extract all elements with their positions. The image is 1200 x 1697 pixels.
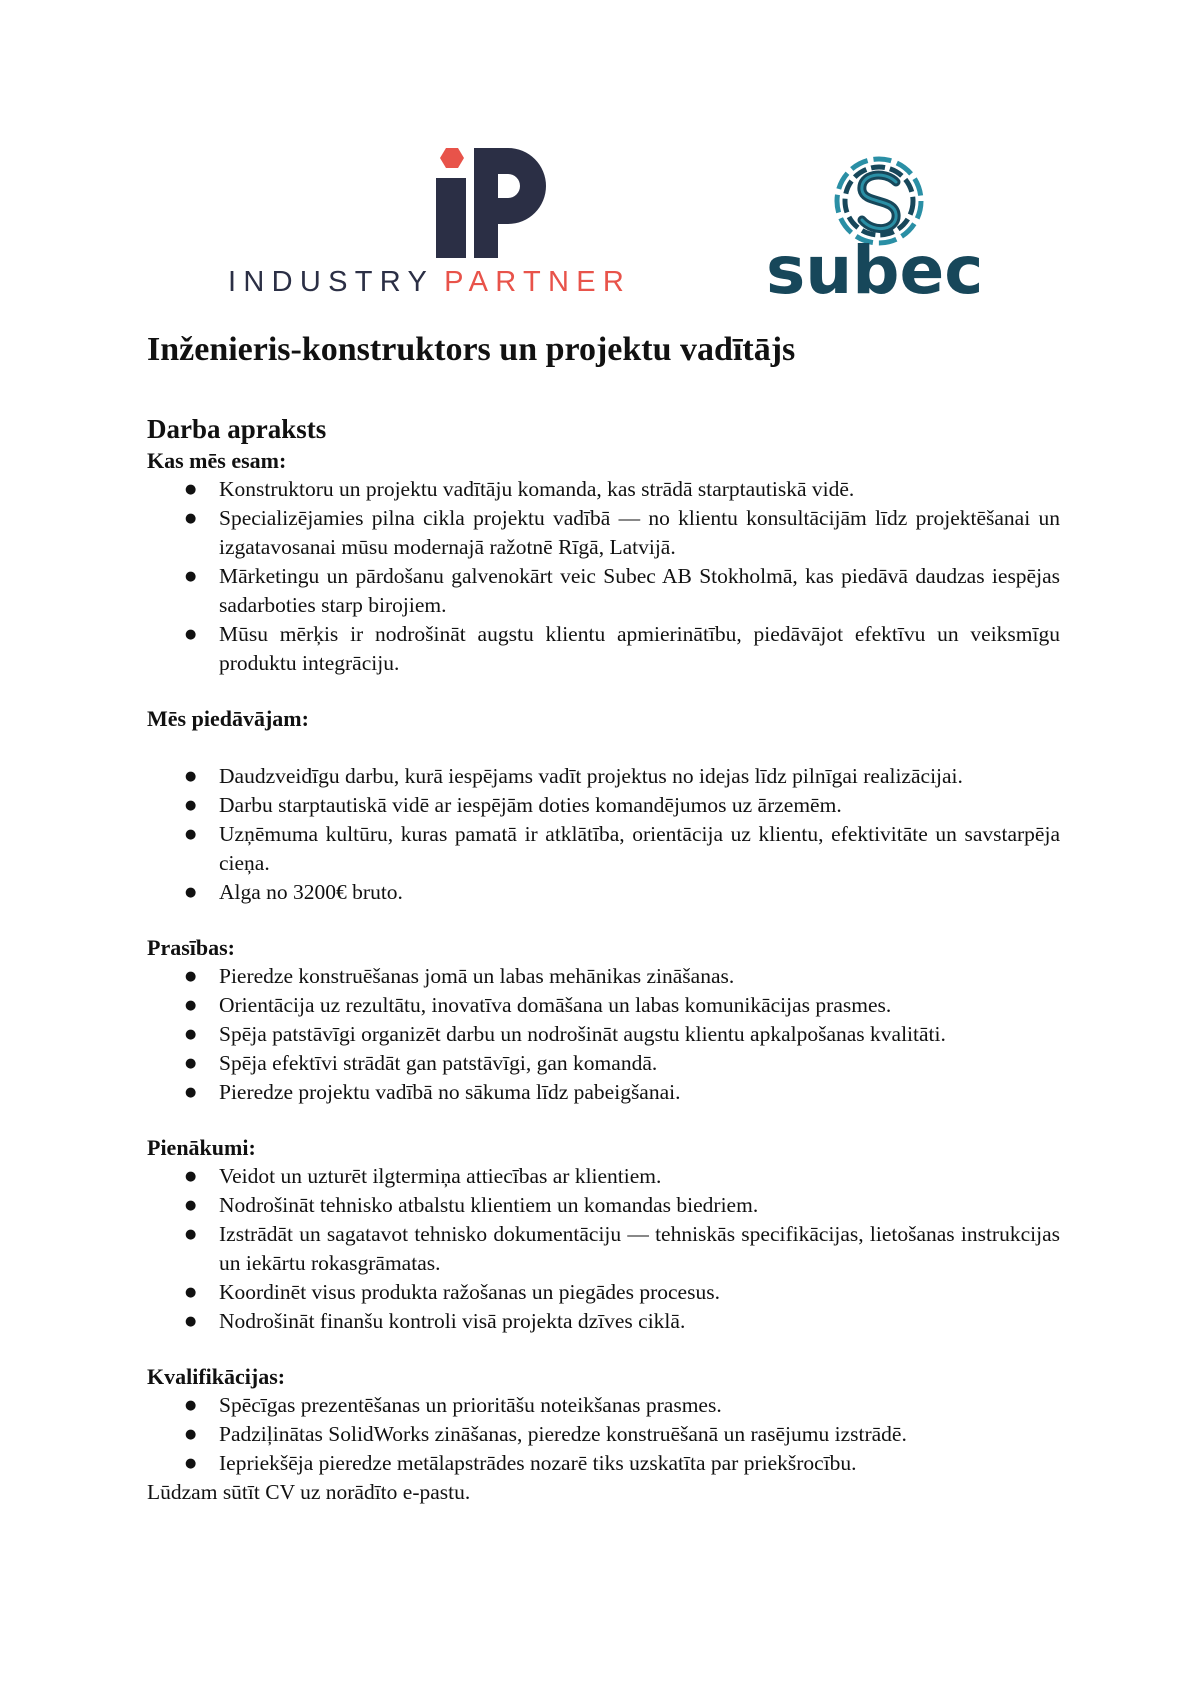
section-we-offer	[147, 704, 1060, 907]
section-who-we-are	[147, 446, 1060, 678]
closing-text: Lūdzam sūtīt CV uz norādīto e-pastu.	[147, 1480, 471, 1504]
list-item: ● Alga no 3200€ bruto.	[147, 878, 1060, 907]
section-responsibilities	[147, 1133, 1060, 1336]
list-item: ● Spēja efektīvi strādāt gan patstāvīgi, gan komandā.	[147, 1049, 1060, 1078]
industry-partner-wordmark	[228, 266, 708, 299]
job-posting	[147, 330, 1060, 1507]
bullet-list	[147, 1391, 1060, 1478]
list-item: ● Koordinēt visus produkta ražošanas un piegādes procesus.	[147, 1278, 1060, 1307]
industry-partner-word-partner: PARTNER	[444, 266, 632, 298]
list-item: ● Mūsu mērķis ir nodrošināt augstu klientu apmierinātību, piedāvājot efektīvu un veiksmīgu produktu integrāciju.	[147, 620, 1060, 678]
list-item: ● Nodrošināt finanšu kontroli visā projekta dzīves ciklā.	[147, 1307, 1060, 1336]
list-item: ● Spēja patstāvīgi organizēt darbu un nodrošināt augstu klientu apkalpošanas kvalitāti.	[147, 1020, 1060, 1049]
section-title: Kvalifikācijas:	[147, 1364, 286, 1389]
section-title: Kas mēs esam:	[147, 448, 287, 473]
section-title: Mēs piedāvājam:	[147, 706, 309, 731]
subec-wordmark: subec	[766, 232, 984, 309]
section-requirements	[147, 933, 1060, 1107]
list-item: ● Uzņēmuma kultūru, kuras pamatā ir atklātība, orientācija uz klientu, efektivitāte un savstarpēja cieņa.	[147, 820, 1060, 878]
bullet-list	[147, 962, 1060, 1107]
list-item: ● Izstrādāt un sagatavot tehnisko dokumentāciju — tehniskās specifikācijas, lietošanas instrukcijas un iekārtu rokasgrāmatas.	[147, 1220, 1060, 1278]
section-title: Prasības:	[147, 935, 235, 960]
list-item: ● Daudzveidīgu darbu, kurā iespējams vadīt projektus no idejas līdz pilnīgai realizācijai.	[147, 762, 1060, 791]
bullet-list	[147, 1162, 1060, 1336]
bullet-list	[147, 475, 1060, 678]
list-item: ● Iepriekšēja pieredze metālapstrādes nozarē tiks uzskatīta par priekšrocību.	[147, 1449, 1060, 1478]
list-item: ● Specializējamies pilna cikla projektu vadībā — no klientu konsultācijām līdz projektēšanai un izgatavosanai mūsu modernajā ražotnē Rīgā, Latvijā.	[147, 504, 1060, 562]
list-item: ● Padziļinātas SolidWorks zināšanas, pieredze konstruēšanā un rasējumu izstrādē.	[147, 1420, 1060, 1449]
list-item: ● Pieredze projektu vadībā no sākuma līdz pabeigšanai.	[147, 1078, 1060, 1107]
section-qualifications	[147, 1362, 1060, 1478]
list-item: ● Veidot un uzturēt ilgtermiņa attiecības ar klientiem.	[147, 1162, 1060, 1191]
description-heading: Darba apraksts	[147, 414, 327, 444]
subec-logo	[766, 156, 996, 309]
bullet-list	[147, 762, 1060, 907]
industry-partner-logo	[228, 148, 708, 308]
list-item: ● Spēcīgas prezentēšanas un prioritāšu noteikšanas prasmes.	[147, 1391, 1060, 1420]
job-title: Inženieris-konstruktors un projektu vadītājs	[147, 331, 796, 368]
list-item: ● Konstruktoru un projektu vadītāju komanda, kas strādā starptautiskā vidē.	[147, 475, 1060, 504]
list-item: ● Pieredze konstruēšanas jomā un labas mehānikas zināšanas.	[147, 962, 1060, 991]
logo-header	[0, 0, 1200, 320]
list-item: ● Mārketingu un pārdošanu galvenokārt veic Subec AB Stokholmā, kas piedāvā daudzas iespējas sadarboties starp birojiem.	[147, 562, 1060, 620]
industry-partner-word-industry: INDUSTRY	[228, 266, 435, 298]
industry-partner-logo-mark	[436, 148, 546, 258]
list-item: ● Darbu starptautiskā vidē ar iespējām doties komandējumos uz ārzemēm.	[147, 791, 1060, 820]
list-item: ● Orientācija uz rezultātu, inovatīva domāšana un labas komunikācijas prasmes.	[147, 991, 1060, 1020]
section-title: Pienākumi:	[147, 1135, 256, 1160]
list-item: ● Nodrošināt tehnisko atbalstu klientiem un komandas biedriem.	[147, 1191, 1060, 1220]
